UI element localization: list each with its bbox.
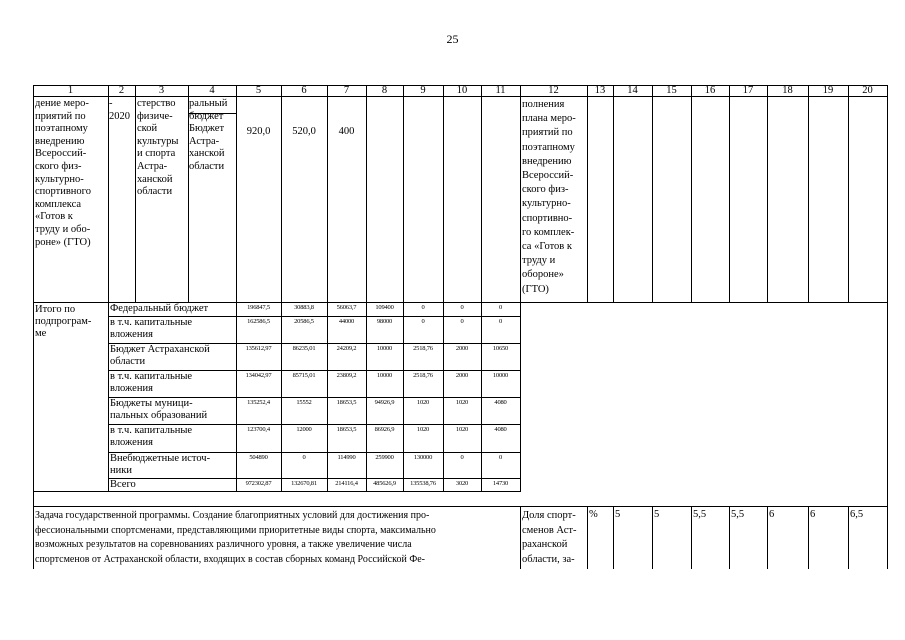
task-description: Задача государственной программы. Создание благоприятных условий для достижения про- xyxy=(35,510,430,521)
executor: культуры xyxy=(137,135,179,147)
column-number: 18 xyxy=(782,85,793,96)
totals-value: 44000 xyxy=(338,318,355,325)
totals-row-label: в т.ч. капитальные xyxy=(110,371,193,382)
task-unit: % xyxy=(589,509,598,520)
totals-value: 134042,97 xyxy=(245,372,272,379)
funding-source: Бюджет xyxy=(189,123,225,135)
table-rule xyxy=(691,506,692,569)
totals-row-label: Федеральный бюджет xyxy=(110,303,209,314)
activity-name: культурно- xyxy=(35,173,84,185)
column-number: 14 xyxy=(627,85,638,96)
totals-row-label: области xyxy=(110,356,146,368)
column-number: 11 xyxy=(495,85,506,96)
activity-name: поэтапному xyxy=(35,123,88,135)
page-number: 25 xyxy=(446,32,459,46)
totals-value: 0 xyxy=(498,454,503,461)
table-rule xyxy=(33,491,34,507)
table-rule xyxy=(887,85,888,303)
table-rule xyxy=(729,506,730,569)
totals-value: 109400 xyxy=(375,304,394,311)
activity-name: роне» (ГТО) xyxy=(35,236,91,248)
table-rule xyxy=(691,85,692,303)
totals-value: 18653,5 xyxy=(336,426,357,433)
task-value: 6 xyxy=(810,509,816,520)
task-description: спортсменов от Астраханской области, входящих в состав сборных команд Российской Фе- xyxy=(35,553,425,565)
indicator-name: Всероссий- xyxy=(522,170,574,181)
table-rule xyxy=(520,302,521,492)
totals-value: 86235,01 xyxy=(292,345,316,352)
totals-value: 135538,76 xyxy=(410,480,436,487)
totals-value: 2000 xyxy=(455,372,469,379)
totals-value: 20586,5 xyxy=(294,318,314,325)
indicator-name: приятий по xyxy=(522,127,573,139)
totals-value: 132670,81 xyxy=(291,480,317,487)
column-number: 5 xyxy=(255,85,262,96)
totals-value: 1020 xyxy=(416,399,430,406)
table-rule xyxy=(848,506,849,569)
column-number: 10 xyxy=(456,85,468,96)
funding-source: бюджет xyxy=(189,110,224,122)
totals-row-label: вложения xyxy=(110,383,153,395)
column-number: 12 xyxy=(548,85,559,96)
table-rule xyxy=(613,506,614,569)
table-rule xyxy=(108,302,109,492)
task-description: возможных результатов на соревнованиях различного уровня, а также увеличение числа xyxy=(35,539,412,550)
totals-value: 1020 xyxy=(455,399,469,406)
totals-value: 4080 xyxy=(494,399,507,406)
indicator-name: поэтапному xyxy=(522,141,575,153)
column-number: 15 xyxy=(666,85,677,96)
indicator-name: го комплек- xyxy=(522,226,575,238)
totals-value: 130000 xyxy=(413,454,433,461)
column-number: 1 xyxy=(67,85,74,96)
activity-name: внедрению xyxy=(35,135,85,147)
table-rule xyxy=(443,302,444,492)
table-rule xyxy=(281,85,282,303)
table-rule xyxy=(587,506,588,569)
period: 2020 xyxy=(109,110,130,122)
totals-value: 123700,4 xyxy=(247,426,270,433)
table-rule xyxy=(366,302,367,492)
table-rule xyxy=(236,302,237,492)
table-rule xyxy=(613,85,614,303)
column-number: 20 xyxy=(862,85,873,96)
totals-row-label: в т.ч. капитальные xyxy=(110,317,193,328)
totals-value: 12000 xyxy=(296,426,312,433)
totals-value: 0 xyxy=(421,318,425,325)
table-rule xyxy=(767,506,768,569)
totals-row-label: вложения xyxy=(110,437,153,449)
totals-value: 0 xyxy=(460,318,464,325)
task-indicator: сменов Аст- xyxy=(522,524,577,536)
totals-value: 94926,9 xyxy=(374,399,395,406)
column-number: 17 xyxy=(742,85,754,96)
totals-value: 504890 xyxy=(249,454,268,461)
table-rule xyxy=(481,302,482,492)
totals-value: 0 xyxy=(421,304,425,311)
indicator-name: труду и xyxy=(522,255,556,267)
executor: Астра- xyxy=(137,161,168,172)
funding-source: ральный xyxy=(189,98,228,109)
totals-value: 23809,2 xyxy=(336,372,357,379)
table-rule xyxy=(33,85,34,303)
table-rule xyxy=(443,85,444,303)
task-value: 6 xyxy=(769,509,775,520)
task-value: 5 xyxy=(615,509,621,520)
task-indicator: области, за- xyxy=(522,553,575,565)
table-rule xyxy=(236,85,237,303)
amount-year-1: 520,0 xyxy=(292,126,316,137)
executor: области xyxy=(137,186,173,198)
indicator-name: культурно- xyxy=(522,198,571,210)
totals-row-label: в т.ч. капитальные xyxy=(110,425,193,436)
column-number: 3 xyxy=(158,85,165,96)
totals-value: 259900 xyxy=(375,454,394,461)
totals-value: 0 xyxy=(498,318,503,325)
totals-value: 56063,7 xyxy=(336,304,357,311)
column-number: 9 xyxy=(420,85,426,96)
column-number: 13 xyxy=(594,85,606,96)
totals-value: 196847,5 xyxy=(247,304,270,311)
table-rule xyxy=(481,85,482,303)
totals-row-label: вложения xyxy=(110,329,153,341)
activity-name: «Готов к xyxy=(35,211,73,223)
totals-value: 972302,87 xyxy=(245,480,272,487)
totals-value: 162586,5 xyxy=(247,318,270,325)
column-number: 16 xyxy=(704,85,716,96)
indicator-name: са «Готов к xyxy=(522,241,572,252)
activity-name: приятий по xyxy=(35,110,86,122)
column-number: 2 xyxy=(118,85,125,96)
totals-value: 214116,4 xyxy=(335,480,358,487)
totals-value: 4080 xyxy=(494,426,507,433)
totals-value: 0 xyxy=(460,304,464,311)
totals-value: 10000 xyxy=(376,372,393,379)
totals-value: 1020 xyxy=(416,426,430,433)
totals-value: 114990 xyxy=(337,454,356,461)
column-number: 8 xyxy=(381,85,388,96)
funding-source: Астра- xyxy=(189,135,220,147)
totals-value: 0 xyxy=(498,304,503,311)
executor: стерство xyxy=(137,98,176,109)
task-indicator: раханской xyxy=(522,539,568,550)
totals-row-label: ники xyxy=(110,465,132,477)
activity-name: дение меро- xyxy=(35,98,89,109)
table-rule xyxy=(887,506,888,569)
table-rule xyxy=(327,302,328,492)
totals-value: 10000 xyxy=(492,372,509,379)
totals-label: подпрограм- xyxy=(35,316,92,328)
activity-name: Всероссий- xyxy=(35,148,87,160)
table-rule xyxy=(767,85,768,303)
totals-value: 135252,4 xyxy=(247,399,270,406)
column-number: 7 xyxy=(343,85,350,96)
column-number: 4 xyxy=(209,85,215,96)
totals-value: 18653,5 xyxy=(336,399,357,406)
totals-value: 0 xyxy=(460,454,464,461)
totals-value: 10000 xyxy=(376,345,393,352)
task-value: 5 xyxy=(654,509,660,520)
totals-row-label: пальных образований xyxy=(110,410,208,422)
funding-source: ханской xyxy=(189,148,225,160)
table-rule xyxy=(587,85,588,303)
indicator-name: ского физ- xyxy=(522,184,569,196)
task-description: фессиональными спортсменами, представляющими приоритетные виды спорта, максимально xyxy=(35,524,436,536)
totals-value: 15552 xyxy=(296,399,312,406)
table-rule xyxy=(33,302,34,492)
indicator-name: обороне» xyxy=(522,269,564,281)
totals-value: 485626,9 xyxy=(373,480,396,487)
totals-value: 2518,76 xyxy=(413,345,433,352)
table-rule xyxy=(281,302,282,492)
totals-value: 2000 xyxy=(455,345,469,352)
table-rule xyxy=(403,302,404,492)
totals-value: 86926,9 xyxy=(374,426,395,433)
totals-label: Итого по xyxy=(35,304,76,315)
task-value: 5,5 xyxy=(693,509,707,520)
table-rule xyxy=(135,85,136,303)
table-rule xyxy=(848,85,849,303)
totals-row-label: Внебюджетные источ- xyxy=(110,453,211,464)
activity-name: комплекса xyxy=(35,198,82,210)
period: - xyxy=(109,98,113,109)
indicator-name: плана меро- xyxy=(522,113,576,125)
table-rule xyxy=(33,506,888,507)
totals-value: 85715,01 xyxy=(292,372,316,379)
totals-row-label: Бюджеты муници- xyxy=(110,398,193,409)
totals-value: 135612,97 xyxy=(245,345,272,352)
executor: физиче- xyxy=(137,110,173,122)
activity-name: труду и обо- xyxy=(35,224,91,235)
task-value: 5,5 xyxy=(731,509,745,520)
table-rule xyxy=(33,491,521,492)
amount-total: 920,0 xyxy=(246,126,271,137)
table-rule xyxy=(520,85,521,303)
totals-row-label: Всего xyxy=(110,479,136,490)
table-rule xyxy=(808,85,809,303)
table-rule xyxy=(808,506,809,569)
table-rule xyxy=(366,85,367,303)
executor: ханской xyxy=(137,173,173,185)
totals-value: 3020 xyxy=(455,480,469,487)
totals-value: 10650 xyxy=(492,345,509,352)
totals-value: 2518,76 xyxy=(413,372,433,379)
totals-value: 24209,2 xyxy=(336,345,357,352)
activity-name: ского физ- xyxy=(35,161,82,172)
table-rule xyxy=(520,506,521,569)
funding-source: области xyxy=(189,161,225,172)
table-rule xyxy=(729,85,730,303)
totals-row-label: Бюджет Астраханской xyxy=(110,344,210,355)
indicator-name: (ГТО) xyxy=(522,283,549,295)
totals-value: 30883,8 xyxy=(294,304,314,311)
totals-value: 1020 xyxy=(455,426,469,433)
indicator-name: полнения xyxy=(522,99,565,110)
totals-value: 98000 xyxy=(376,318,393,325)
column-number: 6 xyxy=(301,85,307,96)
totals-label: ме xyxy=(35,328,47,340)
totals-value: 0 xyxy=(302,454,306,461)
task-indicator: Доля спорт- xyxy=(522,510,576,521)
totals-value: 14730 xyxy=(492,480,509,487)
amount-year-2: 400 xyxy=(338,126,355,137)
table-rule xyxy=(652,85,653,303)
task-value: 6,5 xyxy=(850,509,864,520)
table-rule xyxy=(652,506,653,569)
executor: и спорта xyxy=(137,148,176,160)
table-rule xyxy=(33,506,34,569)
table-rule xyxy=(327,85,328,303)
table-rule xyxy=(887,302,888,507)
activity-name: спортивного xyxy=(35,186,91,198)
table-rule xyxy=(403,85,404,303)
indicator-name: спортивно- xyxy=(522,212,573,224)
indicator-name: внедрению xyxy=(522,155,572,167)
column-number: 19 xyxy=(822,85,834,96)
executor: ской xyxy=(137,123,158,135)
